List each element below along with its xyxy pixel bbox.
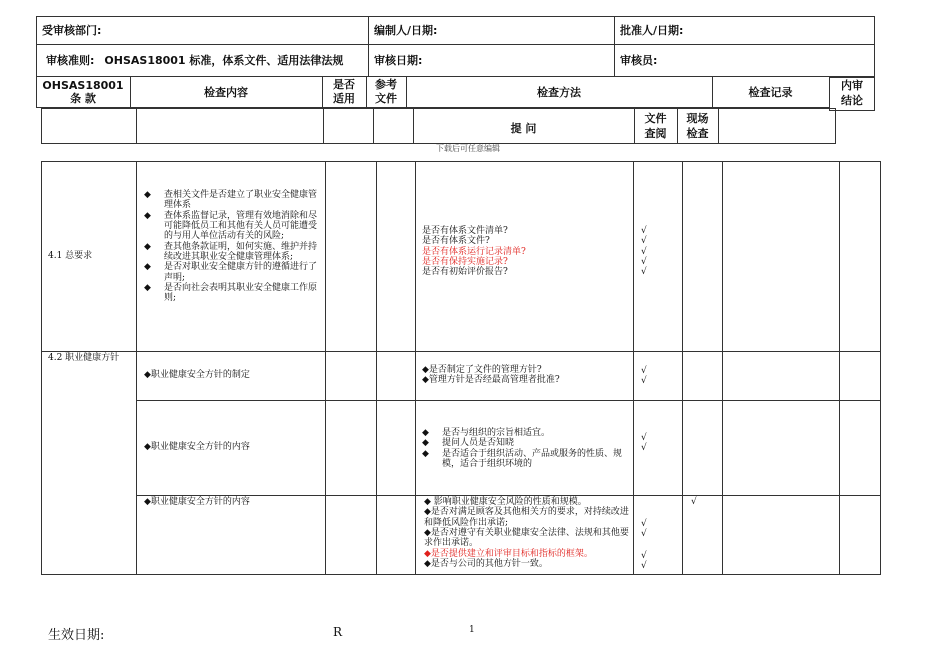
questions-4-2-r3 <box>424 497 630 569</box>
check-mark: √ <box>641 561 647 572</box>
divider <box>415 161 416 575</box>
col-question-header: 提 问 <box>510 122 537 135</box>
col-content-header: 检查内容 <box>204 86 248 99</box>
col-clause-line2: 条 款 <box>70 92 96 105</box>
question-line: ◆是否制定了文件的管理方针? <box>422 365 542 375</box>
check-mark: √ <box>641 376 647 387</box>
doc-marks-4-1 <box>641 226 647 278</box>
check-mark: √ <box>641 236 647 247</box>
auditor-label: 审核员: <box>620 54 658 67</box>
question-line: ◆是否对满足顾客及其他相关方的要求，对持续改进和降低风险作出承诺; <box>424 507 629 528</box>
question-line: ◆ 提问人员是否知晓 <box>422 438 630 448</box>
dept-label: 受审核部门: <box>42 24 102 37</box>
content-4-1-item: ◆ 查体系监督记录，管理有效地消除和尽可能降低员工和其他有关人员可能遭受的与用人单位活动有关的风险; <box>144 211 320 242</box>
divider <box>376 161 377 575</box>
question-line-highlight: 是否有体系运行记录清单? <box>422 246 526 257</box>
check-mark: √ <box>641 226 647 236</box>
col-clause-header <box>36 76 130 108</box>
col-applicable-header: 是否适用 <box>333 77 355 105</box>
question-line: ◆管理方针是否经最高管理者批准? <box>422 375 560 386</box>
check-mark: √ <box>641 550 647 561</box>
question-line: ◆是否与公司的其他方针一致。 <box>424 559 548 570</box>
doc-marks-4-2-r3 <box>641 519 647 571</box>
content-4-1-item: ◆ 是否向社会表明其职业安全健康工作原则; <box>144 283 320 304</box>
divider <box>682 161 683 575</box>
question-line: ◆ 影响职业健康安全风险的性质和规模。 <box>424 497 587 507</box>
content-4-1-item: ◆ 查其他条款证明，如何实施、维护并持续改进其职业安全健康管理体系; <box>144 242 320 263</box>
compiler-label: 编制人/日期: <box>374 24 438 37</box>
clause-4-1: 4.1 总要求 <box>48 250 93 261</box>
check-mark: √ <box>641 366 647 376</box>
footer-letter: R <box>333 625 343 639</box>
questions-4-2-r1 <box>422 365 630 386</box>
col-doc-review-header: 文件查阅 <box>644 111 667 140</box>
criteria-row <box>46 44 343 76</box>
divider <box>633 161 634 575</box>
check-mark: √ <box>641 267 647 278</box>
questions-4-1 <box>422 226 630 278</box>
divider <box>373 108 374 144</box>
check-mark: √ <box>641 246 647 257</box>
question-line: ◆ 是否与组织的宗旨相适宜。 <box>422 428 630 438</box>
divider <box>718 108 719 144</box>
col-site-check-header: 现场检查 <box>686 111 709 140</box>
site-mark-4-2-r3: √ <box>691 497 697 507</box>
divider <box>722 161 723 575</box>
approver-label: 批准人/日期: <box>620 24 684 37</box>
divider <box>368 16 369 76</box>
divider <box>136 161 137 575</box>
content-4-2-r3: ◆职业健康安全方针的内容 <box>144 497 250 507</box>
check-mark: √ <box>641 257 647 268</box>
audit-date-label: 审核日期: <box>374 54 423 67</box>
question-line: 是否有体系文件? <box>422 236 490 247</box>
criteria-value: OHSAS18001 标准，体系文件、适用法律法规 <box>104 54 344 67</box>
divider <box>325 161 326 575</box>
content-4-2-r2: ◆职业健康安全方针的内容 <box>144 442 250 453</box>
content-4-1-item: ◆ 查相关文件是否建立了职业安全健康管理体系 <box>144 190 320 211</box>
col-conclusion-header: 内审结论 <box>829 77 875 111</box>
divider <box>136 108 137 144</box>
effective-date-label: 生效日期: <box>48 628 105 643</box>
question-line-highlight: 是否有保持实施记录? <box>422 257 508 268</box>
col-record-header: 检查记录 <box>748 86 793 99</box>
content-4-1 <box>144 190 320 304</box>
content-4-1-item: ◆ 是否对职业安全健康方针的遵循进行了声明; <box>144 262 320 283</box>
check-mark: √ <box>641 443 647 454</box>
content-4-2-r1: ◆职业健康安全方针的制定 <box>144 370 250 381</box>
check-mark: √ <box>641 433 647 443</box>
question-line: 是否有初始评价报告? <box>422 267 508 278</box>
divider <box>323 108 324 144</box>
page-number: 1 <box>469 625 475 635</box>
edit-note: 下载后可任意编辑 <box>436 144 500 153</box>
questions-4-2-r2 <box>422 428 630 469</box>
criteria-label: 审核准则: <box>46 54 95 67</box>
spacer <box>641 540 647 551</box>
question-line: 是否有体系文件清单? <box>422 226 508 236</box>
doc-marks-4-2-r2 <box>641 433 647 454</box>
doc-marks-4-2-r1 <box>641 366 647 387</box>
col-clause-line1: OHSAS18001 <box>42 78 124 92</box>
check-mark: √ <box>641 529 647 540</box>
divider <box>839 161 840 575</box>
question-line: ◆ 是否适合于组织活动、产品或服务的性质、规模，适合于组织环境的 <box>422 449 630 470</box>
question-line: ◆是否对遵守有关职业健康安全法律、法规和其他要求作出承诺。 <box>424 528 629 549</box>
divider <box>614 16 615 76</box>
col-method-header: 检查方法 <box>537 86 581 99</box>
clause-4-2: 4.2 职业健康方针 <box>48 353 120 363</box>
check-mark: √ <box>641 519 647 529</box>
col-reference-header: 参考文件 <box>375 77 397 105</box>
divider <box>136 495 881 496</box>
question-line-highlight: ◆是否提供建立和评审目标和指标的框架。 <box>424 548 593 559</box>
